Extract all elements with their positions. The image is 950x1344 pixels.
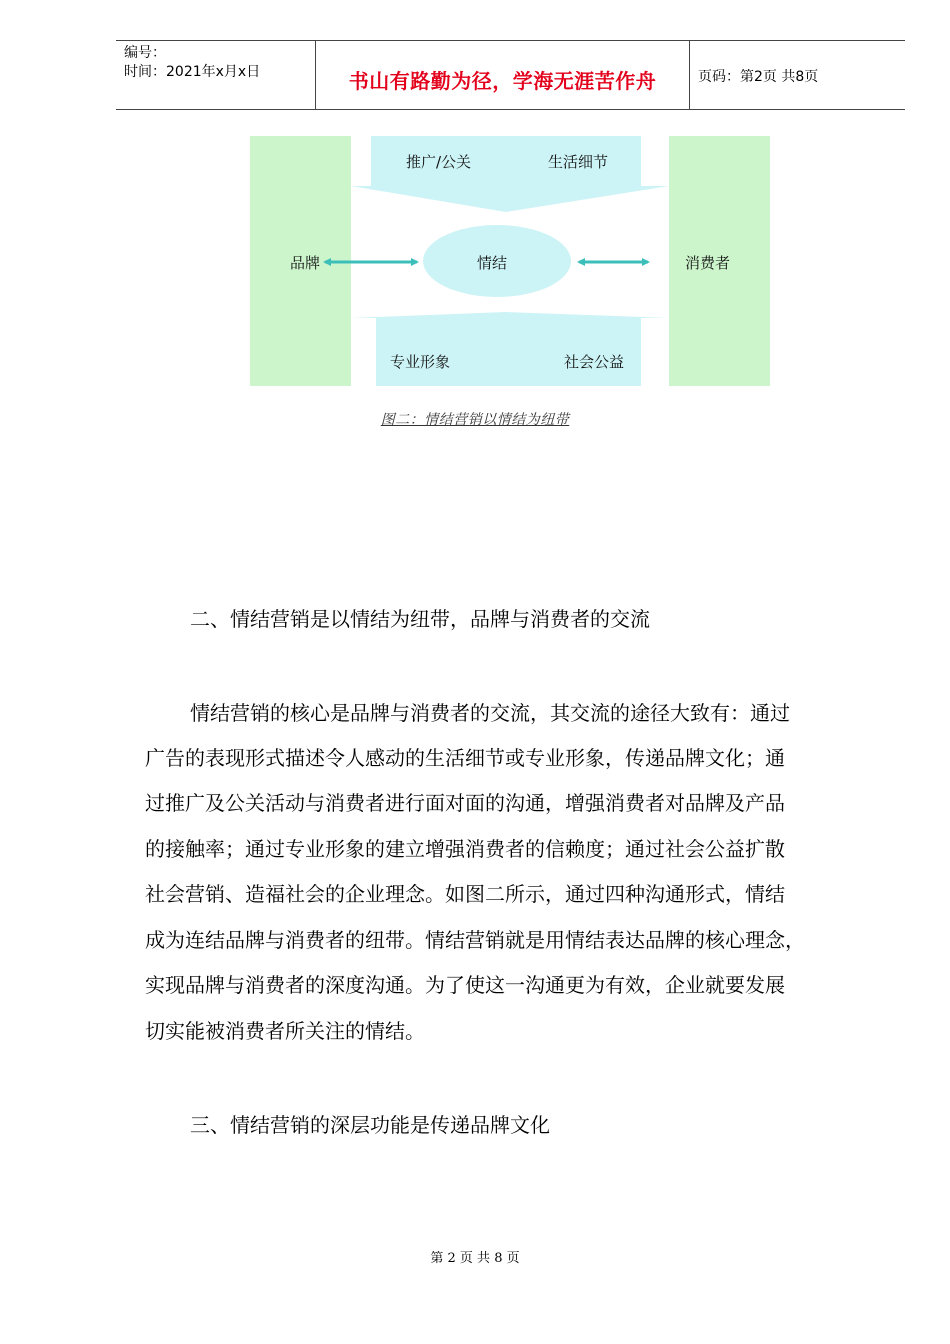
label-brand: 品牌 bbox=[290, 254, 321, 272]
paragraph-line: 切实能被消费者所关注的情结。 bbox=[145, 1019, 425, 1043]
paragraph-line: 过推广及公关活动与消费者进行面对面的沟通，增强消费者对品牌及产品 bbox=[145, 791, 785, 815]
header-page-cell bbox=[690, 41, 905, 109]
top-channel-arrow bbox=[351, 136, 669, 212]
label-public-welfare: 社会公益 bbox=[564, 353, 625, 371]
paragraph-line: 情结营销的核心是品牌与消费者的交流，其交流的途径大致有：通过 bbox=[190, 701, 790, 725]
label-emotion: 情结 bbox=[477, 254, 508, 272]
time-label: 时间：2021年x月x日 bbox=[124, 64, 261, 80]
brand-emotion-diagram bbox=[250, 136, 772, 388]
paragraph-line: 的接触率；通过专业形象的建立增强消费者的信赖度；通过社会公益扩散 bbox=[145, 837, 785, 861]
section2-heading: 二、情结营销是以情结为纽带，品牌与消费者的交流 bbox=[190, 607, 650, 631]
header-page-info: 页码：第2页 共8页 bbox=[698, 69, 819, 85]
bottom-channel-arrow bbox=[351, 312, 669, 386]
header-motto: 书山有路勤为径，学海无涯苦作舟 bbox=[348, 69, 657, 93]
label-consumer: 消费者 bbox=[685, 254, 731, 272]
paragraph-line: 实现品牌与消费者的深度沟通。为了使这一沟通更为有效，企业就要发展 bbox=[145, 973, 785, 997]
header-motto-cell bbox=[316, 41, 690, 109]
label-professional-image: 专业形象 bbox=[390, 353, 451, 371]
paragraph-line: 社会营销、造福社会的企业理念。如图二所示，通过四种沟通形式，情结 bbox=[145, 882, 785, 906]
section3-heading: 三、情结营销的深层功能是传递品牌文化 bbox=[190, 1113, 550, 1137]
number-label: 编号： bbox=[124, 45, 166, 61]
figure-caption: 图二：情结营销以情结为纽带 bbox=[380, 412, 570, 428]
header-meta-cell bbox=[116, 41, 316, 109]
label-promotion-pr: 推广/公关 bbox=[406, 153, 472, 171]
paragraph-line: 广告的表现形式描述令人感动的生活细节或专业形象，传递品牌文化；通 bbox=[145, 746, 785, 770]
label-life-details: 生活细节 bbox=[548, 153, 609, 171]
page-footer: 第 2 页 共 8 页 bbox=[430, 1251, 520, 1266]
page-header bbox=[116, 40, 905, 110]
paragraph-line: 成为连结品牌与消费者的纽带。情结营销就是用情结表达品牌的核心理念， bbox=[145, 928, 805, 952]
